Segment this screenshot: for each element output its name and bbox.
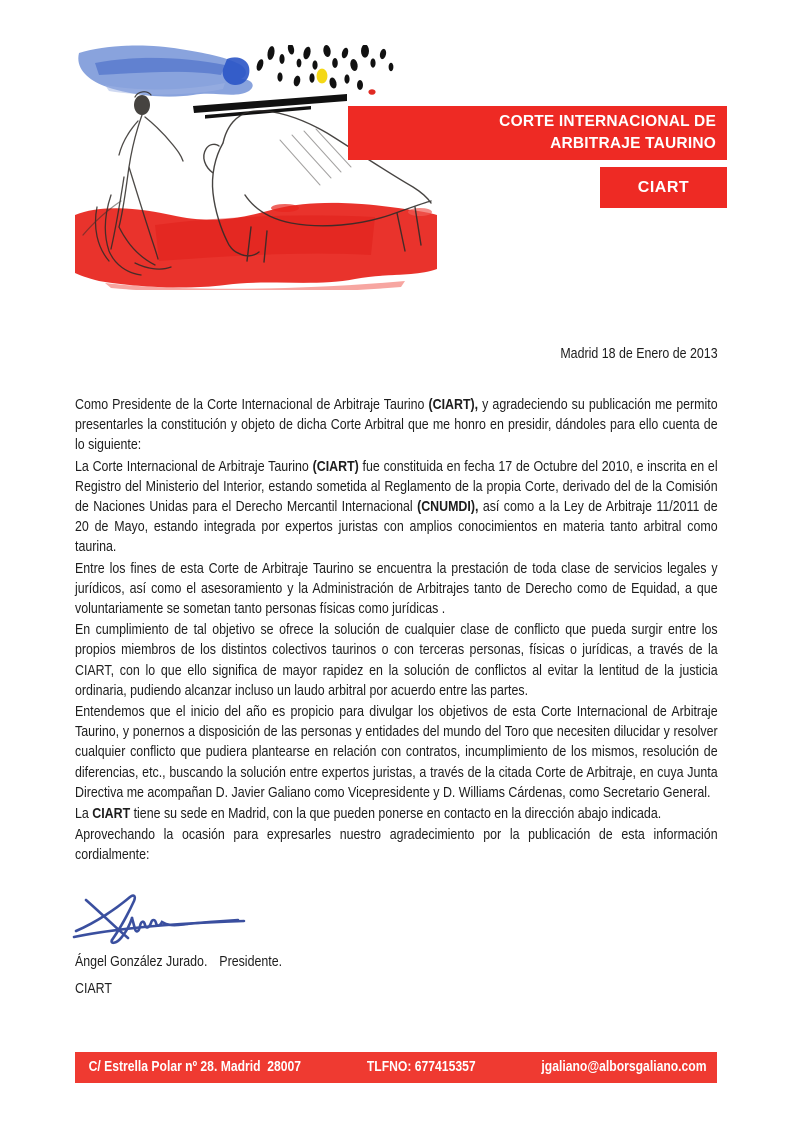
paragraph: Aprovechando la ocasión para expresarles nuestro agradecimiento por la publicación de esta información cordialmente: [75,827,718,864]
paragraph: Entre los fines de esta Corte de Arbitraje Taurino se encuentra la prestación de toda clase de servicios legales y jurídicos, así como el asesoramiento y la Administración de Arbitrajes tanto de Derecho como de Equidad, a que voluntariamente se sometan tanto personas físicas como jurídicas . [75,560,718,618]
paragraph: Como Presidente de la Corte Internacional de Arbitraje Taurino (CIART), y agradeciendo su publicación me permito presentarles la constitución y objeto de dicha Corte Arbitral que me honro en presidir, dándoles para ello cuenta de lo siguiente: [75,397,718,454]
dateline: Madrid 18 de Enero de 2013 [560,346,718,362]
red-dot-icon [368,89,375,95]
footer-address: C/ Estrella Polar nº 28. Madrid 28007 [88,1059,302,1075]
signer-org: CIART [75,981,113,997]
org-name-line2: ARBITRAJE TAURINO [550,135,716,152]
footer-phone: TLFNO: 677415357 [366,1059,476,1075]
footer-bar [75,1052,717,1083]
bullfight-watercolor-artwork [75,45,437,290]
paragraph: En cumplimiento de tal objetivo se ofrece la solución de cualquier clase de conflicto que pueda surgir entre los propios miembros de los distintos colectivos taurinos o con terceras personas, físicas o jurídicas, a través de la CIART, con lo que ello significa de mayor rapidez en la solución de conflictos al evitar la lentitud de la justicia ordinaria, pudiendo alcanzar incluso un laudo arbitral por acuerdo entre las partes. [75,622,718,699]
footer-email: jgaliano@alborsgaliano.com [541,1059,707,1075]
paragraph: Entendemos que el inicio del año es propicio para divulgar los objetivos de esta Corte Internacional de Arbitraje Taurino, y ponernos a disposición de las personas y entidades del mundo del Toro que necesiten dilucidar y resolver cualquier conflicto que pudiera plantearse en relación con contratos, incumplimiento de los mismos, resolución de diferencias, etc., buscando la solución entre expertos juristas, a través de la citada Corte de Arbitraje, en cuya Junta Directiva me acompañan D. Javier Galiano como Vicepresidente y D. Williams Cárdenas, como Secretario General. [75,704,718,801]
yellow-dot-icon [317,69,328,84]
crowd-dots-icon [255,45,393,90]
org-acronym-badge: CIART [600,167,727,208]
red-wash-icon [75,203,437,290]
signer-title: Presidente. [219,954,283,970]
signer-name: Ángel González Jurado. [75,954,208,970]
signature-icon [72,884,250,946]
paragraph: La CIART tiene su sede en Madrid, con la que pueden ponerse en contacto en la dirección abajo indicada. [75,806,662,823]
barrier-bar-icon [193,94,347,119]
letter-body [75,395,718,866]
paragraph: La Corte Internacional de Arbitraje Taurino (CIART) fue constituida en fecha 17 de Octubre del 2010, e inscrita en el Registro del Ministerio del Interior, estando sometida al Reglamento de la propia Corte, derivado del de la Comisión de Naciones Unidas para el Derecho Mercantil Internacional (CNUMDI), así como a la Ley de Arbitraje 11/2011 de 20 de Mayo, estando integrada por expertos juristas con amplios conocimientos en materia tanto arbitral como taurina. [75,458,718,556]
blue-wash-icon [78,46,252,97]
org-name-line1: CORTE INTERNACIONAL DE [499,113,716,130]
org-banner [348,106,727,160]
